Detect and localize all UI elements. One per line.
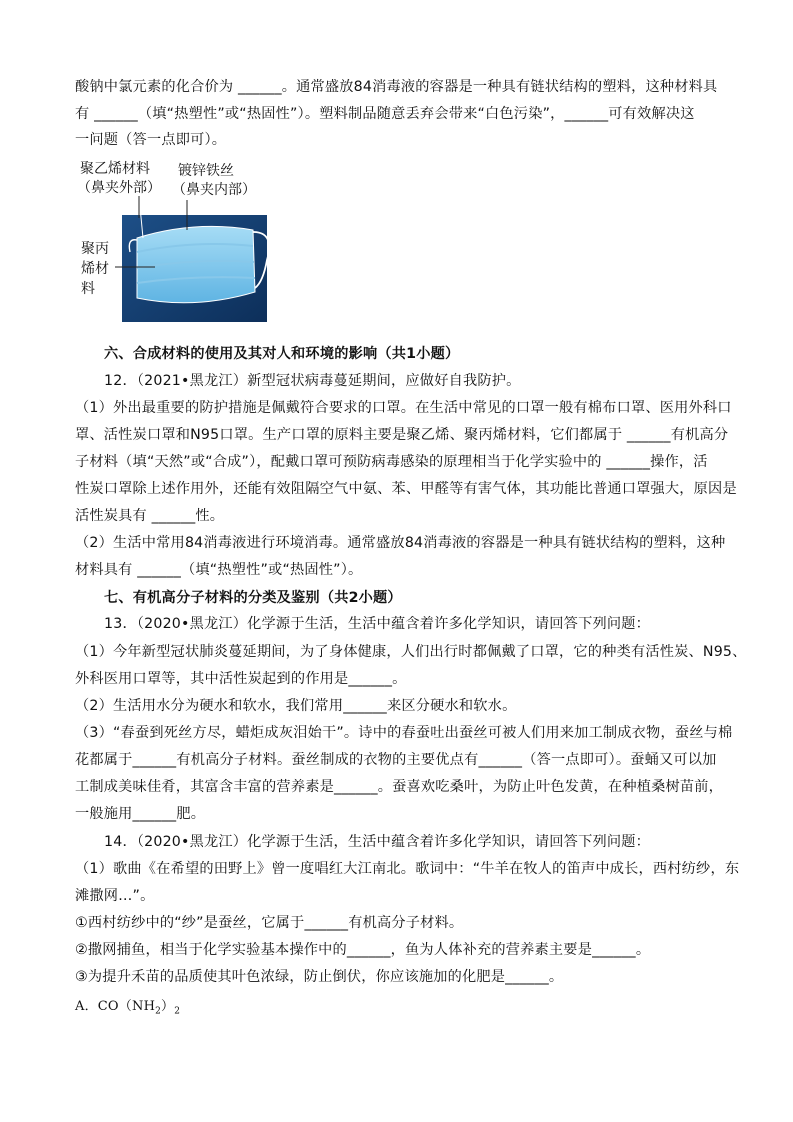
question-line: 花都属于______有机高分子材料。蚕丝制成的衣物的主要优点有______（答一点即可）。蚕蛹又可以加 bbox=[75, 752, 717, 768]
question-line: 外科医用口罩等，其中活性炭起到的作用是______。 bbox=[75, 671, 407, 687]
question-line: 性炭口罩除上述作用外，还能有效阻隔空气中氨、苯、甲醛等有害气体，其功能比普通口罩强大，原因是 bbox=[75, 481, 737, 497]
question-line: 罩、活性炭口罩和N95口罩。生产口罩的原料主要是聚乙烯、聚丙烯材料，它们都属于 ______有机高分 bbox=[75, 427, 729, 443]
question-line: ①西村纺纱中的“纱”是蚕丝，它属于______有机高分子材料。 bbox=[75, 915, 464, 931]
question-line: 子材料（填“天然”或“合成”），配戴口罩可预防病毒感染的原理相当于化学实验中的 ______操作，活 bbox=[75, 454, 708, 470]
question-line: 滩撒网…”。 bbox=[75, 888, 155, 904]
option-a bbox=[75, 997, 180, 1022]
question-line: ②撒网捕鱼，相当于化学实验基本操作中的______，鱼为人体补充的营养素主要是______。 bbox=[75, 942, 651, 958]
text-line: 一问题（答一点即可）。 bbox=[75, 132, 227, 148]
question-line: （1）外出最重要的防护措施是佩戴符合要求的口罩。在生活中常见的口罩一般有棉布口罩、医用外科口 bbox=[75, 400, 732, 416]
question-line: （1）歌曲《在希望的田野上》曾一度唱红大江南北。歌词中：“牛羊在牧人的笛声中成长，西村纺纱，东 bbox=[75, 861, 740, 877]
option-a-text: A．CO（NH bbox=[75, 999, 156, 1014]
figure-label: 料 bbox=[81, 281, 95, 297]
option-a-subscript: 2 bbox=[155, 1006, 162, 1017]
question-line: 12．（2021•黑龙江）新型冠状病毒蔓延期间，应做好自我防护。 bbox=[104, 373, 521, 389]
question-line: 13．（2020•黑龙江）化学源于生活，生活中蕴含着许多化学知识，请回答下列问题： bbox=[104, 616, 651, 632]
mask-illustration bbox=[75, 160, 275, 325]
text-line: 酸钠中氯元素的化合价为 ______。通常盛放84消毒液的容器是一种具有链状结构的塑料，这种材料具 bbox=[75, 79, 718, 95]
text-line: 有 ______（填“热塑性”或“热固性”）。塑料制品随意丢弃会带来“白色污染”，______可有效解决这 bbox=[75, 106, 695, 122]
question-line: （1）今年新型冠状肺炎蔓延期间，为了身体健康，人们出行时都佩戴了口罩，它的种类有活性炭、N95、 bbox=[75, 644, 747, 660]
figure-label: 烯材 bbox=[81, 261, 109, 277]
question-line: 工制成美味佳肴，其富含丰富的营养素是______。蚕喜欢吃桑叶，为防止叶色发黄，在种植桑树苗前， bbox=[75, 779, 724, 795]
question-line: 一般施用______肥。 bbox=[75, 806, 206, 822]
question-line: 活性炭具有 ______性。 bbox=[75, 508, 225, 524]
mask-figure bbox=[75, 160, 275, 325]
figure-label: 聚丙 bbox=[81, 241, 109, 257]
option-a-subscript: 2 bbox=[174, 1006, 181, 1017]
section-heading: 七、有机高分子材料的分类及鉴别（共2小题） bbox=[104, 590, 402, 606]
figure-label: （鼻夹外部） bbox=[77, 180, 161, 196]
figure-label: 镀锌铁丝 bbox=[178, 163, 234, 179]
option-a-text-close: ） bbox=[161, 999, 175, 1014]
question-line: 材料具有 ______（填“热塑性”或“热固性”）。 bbox=[75, 562, 363, 578]
figure-label: （鼻夹内部） bbox=[172, 182, 256, 198]
question-line: （2）生活用水分为硬水和软水，我们常用______来区分硬水和软水。 bbox=[75, 698, 517, 714]
figure-label: 聚乙烯材料 bbox=[80, 161, 150, 177]
question-line: （2）生活中常用84消毒液进行环境消毒。通常盛放84消毒液的容器是一种具有链状结构的塑料，这种 bbox=[75, 535, 726, 551]
question-line: （3）“春蚕到死丝方尽，蜡炬成灰泪始干”。诗中的春蚕吐出蚕丝可被人们用来加工制成衣物，蚕丝与棉 bbox=[75, 725, 733, 741]
section-heading: 六、合成材料的使用及其对人和环境的影响（共1小题） bbox=[104, 346, 460, 362]
question-line: 14．（2020•黑龙江）化学源于生活，生活中蕴含着许多化学知识，请回答下列问题： bbox=[104, 834, 651, 850]
question-line: ③为提升禾苗的品质使其叶色浓绿，防止倒伏，你应该施加的化肥是______。 bbox=[75, 969, 564, 985]
